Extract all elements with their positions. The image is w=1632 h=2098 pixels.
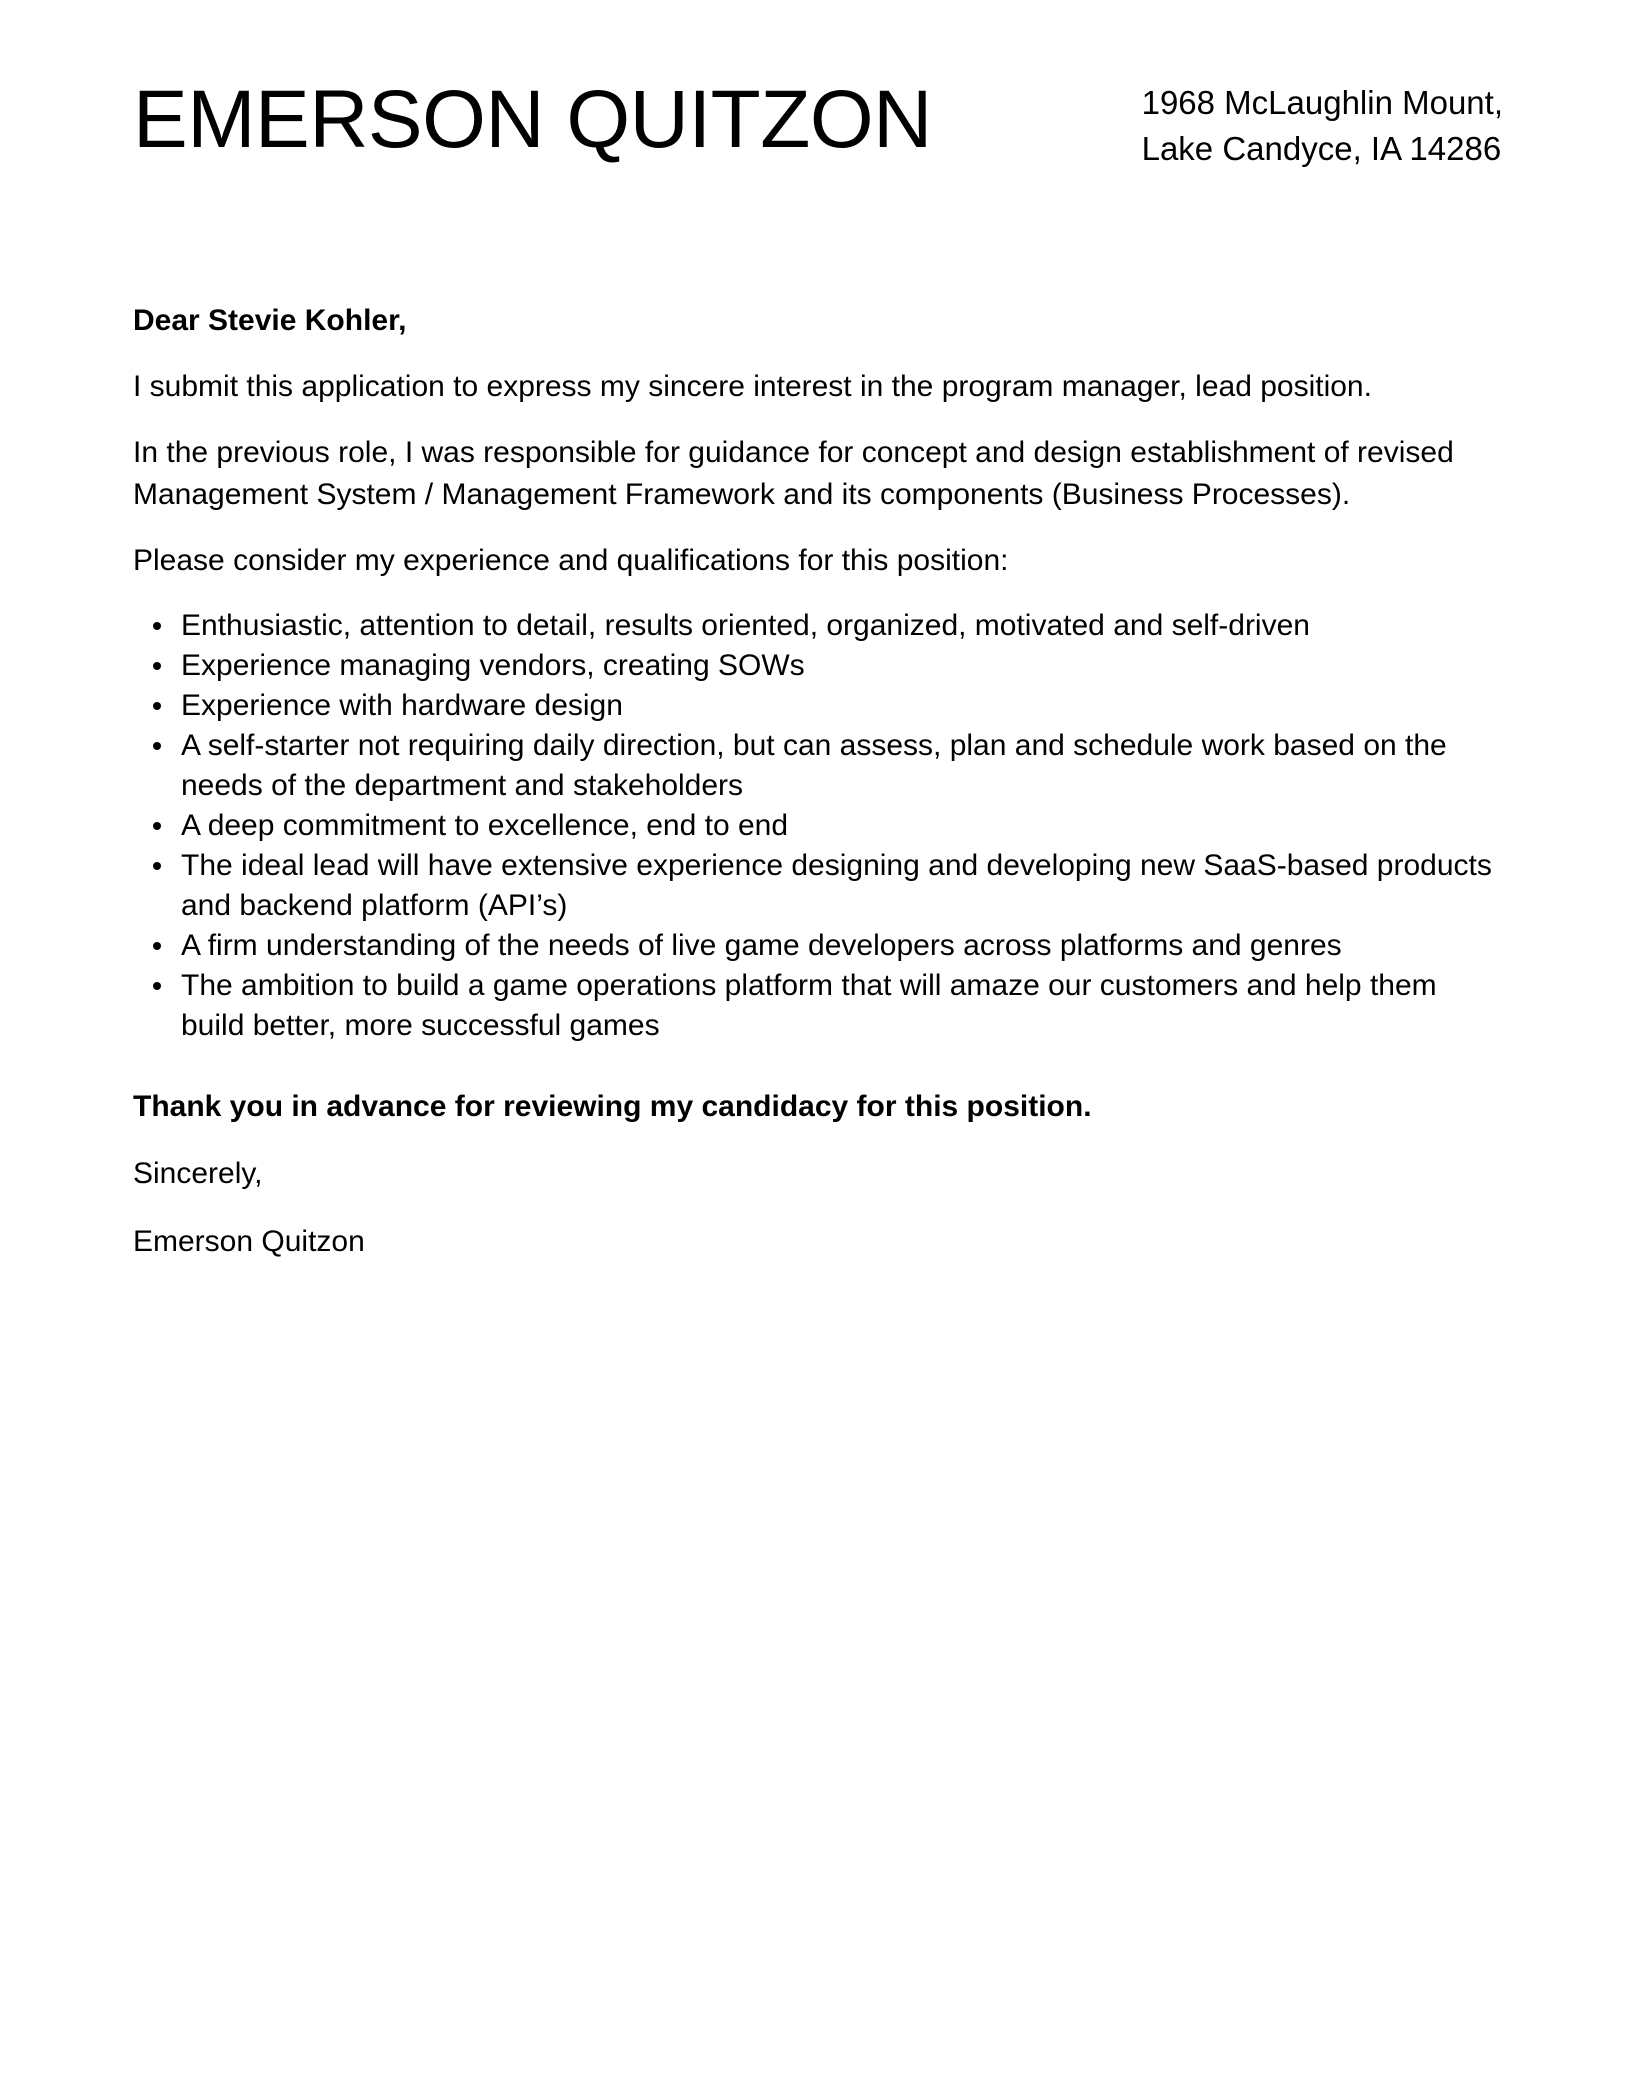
list-item: The ideal lead will have extensive experience designing and developing new SaaS-based products and backend platform (API’s) [181, 846, 1503, 926]
list-item: A firm understanding of the needs of live game developers across platforms and genres [181, 926, 1503, 966]
previous-role-paragraph: In the previous role, I was responsible for guidance for concept and design establishment of revised Management System / Management Framework and its components (Business Processes). [133, 436, 1454, 511]
sender-name: EMERSON QUITZON [133, 74, 932, 165]
address-line-1: 1968 McLaughlin Mount, [1141, 84, 1503, 121]
letter-body [133, 300, 1503, 1288]
list-item: A deep commitment to excellence, end to end [181, 806, 1503, 846]
address-line-2: Lake Candyce, IA 14286 [1141, 130, 1502, 167]
signature: Emerson Quitzon [133, 1225, 365, 1258]
letter-header [133, 70, 1503, 190]
qualifications-intro: Please consider my experience and qualifications for this position: [133, 544, 1009, 577]
list-item: The ambition to build a game operations platform that will amaze our customers and help them build better, more successful games [181, 966, 1503, 1046]
qualifications-list [133, 606, 1503, 1046]
intro-paragraph: I submit this application to express my sincere interest in the program manager, lead position. [133, 370, 1372, 403]
salutation: Dear Stevie Kohler, [133, 304, 407, 337]
sender-address [1142, 80, 1503, 172]
closing: Sincerely, [133, 1157, 263, 1190]
list-item: A self-starter not requiring daily direction, but can assess, plan and schedule work based on the needs of the department and stakeholders [181, 726, 1503, 806]
list-item: Experience with hardware design [181, 686, 1503, 726]
thank-you-line: Thank you in advance for reviewing my candidacy for this position. [133, 1090, 1092, 1123]
list-item: Experience managing vendors, creating SOWs [181, 646, 1503, 686]
list-item: Enthusiastic, attention to detail, results oriented, organized, motivated and self-driven [181, 606, 1503, 646]
